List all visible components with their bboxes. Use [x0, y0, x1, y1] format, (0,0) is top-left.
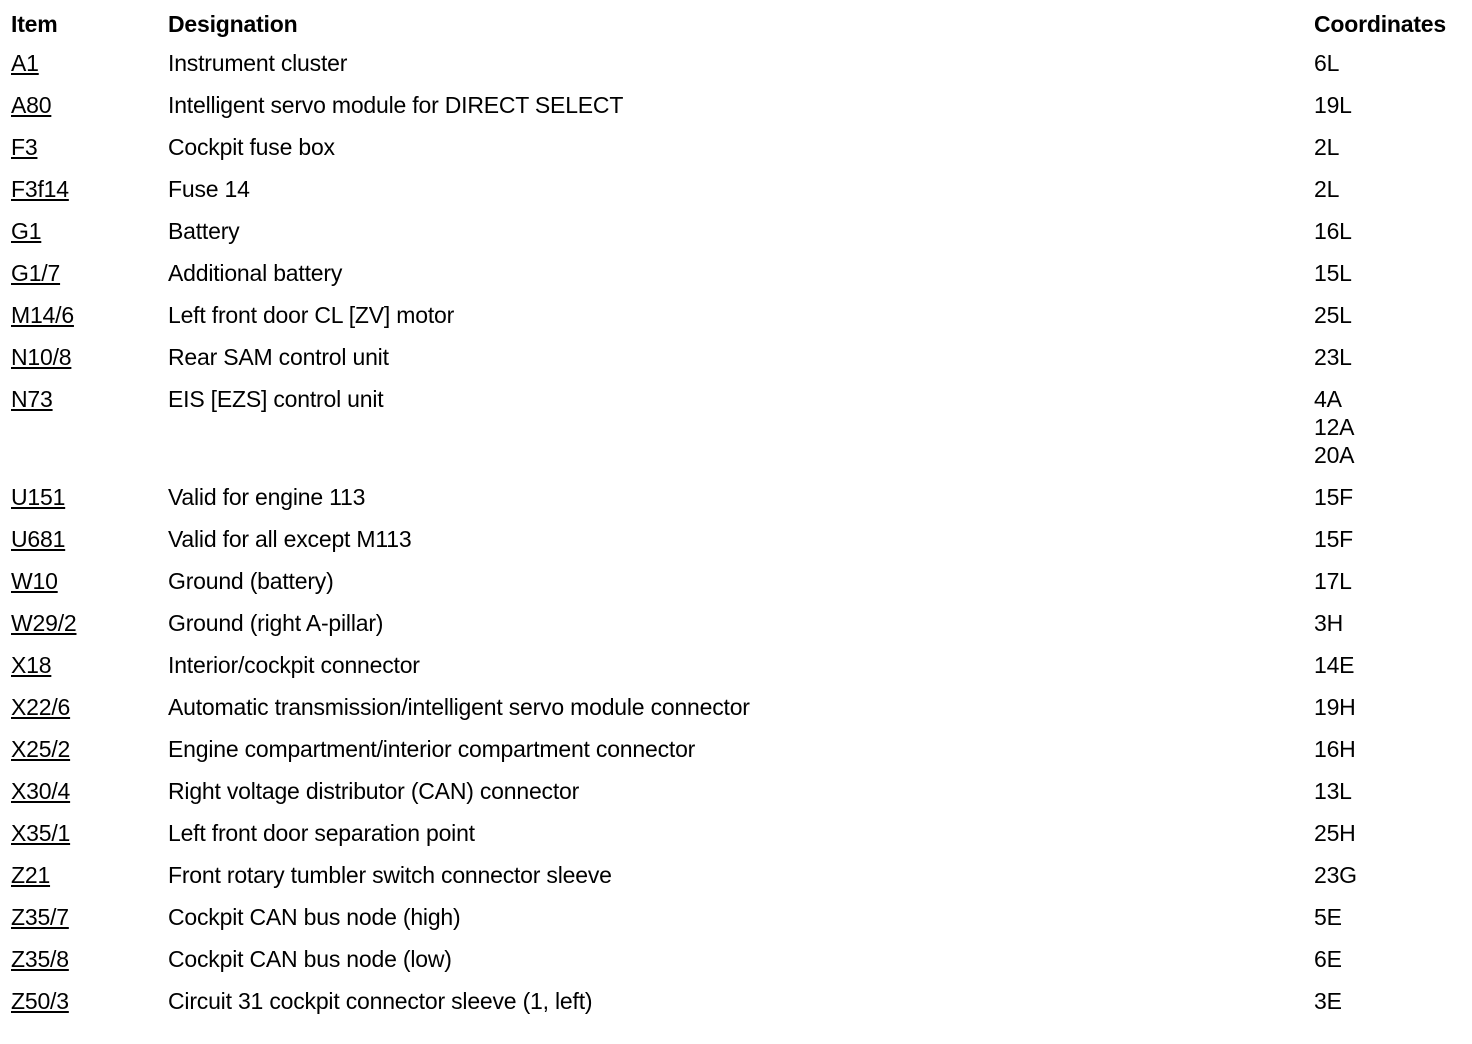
item-cell: [0, 84, 158, 126]
table-row: [0, 602, 1472, 644]
item-link[interactable]: F3: [11, 134, 38, 160]
table-row: [0, 126, 1472, 168]
designation-cell: Ground (battery): [168, 568, 334, 594]
item-cell: [0, 42, 158, 84]
coordinates-cell: [1304, 602, 1472, 644]
designation-cell: Instrument cluster: [168, 50, 348, 76]
item-link[interactable]: Z35/7: [11, 904, 69, 930]
item-link[interactable]: G1/7: [11, 260, 61, 286]
table-row: [0, 644, 1472, 686]
table-row: [0, 476, 1472, 518]
coordinates-cell: [1304, 854, 1472, 896]
designation-cell: Circuit 31 cockpit connector sleeve (1, left): [168, 988, 593, 1014]
coordinate-value: 25H: [1314, 820, 1356, 846]
coordinates-cell: [1304, 728, 1472, 770]
coordinate-value: 15L: [1314, 260, 1352, 286]
item-link[interactable]: F3f14: [11, 176, 69, 202]
legend-body: [0, 42, 1472, 1022]
table-row: [0, 770, 1472, 812]
coordinates-cell: [1304, 252, 1472, 294]
coordinates-cell: [1304, 770, 1472, 812]
item-cell: [0, 728, 158, 770]
designation-cell: Valid for all except M113: [168, 526, 412, 552]
item-cell: [0, 686, 158, 728]
table-row: [0, 210, 1472, 252]
coordinate-value: 25L: [1314, 302, 1352, 328]
designation-cell: Additional battery: [168, 260, 343, 286]
coordinate-value: 23G: [1314, 862, 1357, 888]
item-cell: [0, 210, 158, 252]
table-row: [0, 980, 1472, 1022]
item-link[interactable]: U151: [11, 484, 66, 510]
coordinates-cell: [1304, 84, 1472, 126]
coordinates-cell: [1304, 294, 1472, 336]
designation-cell: Interior/cockpit connector: [168, 652, 420, 678]
coordinates-cell: [1304, 560, 1472, 602]
item-link[interactable]: W10: [11, 568, 58, 594]
coordinate-value: 14E: [1314, 652, 1355, 678]
coordinates-cell: [1304, 812, 1472, 854]
coordinates-cell: [1304, 686, 1472, 728]
table-row: [0, 938, 1472, 980]
item-link[interactable]: Z50/3: [11, 988, 69, 1014]
coordinates-cell: [1304, 518, 1472, 560]
item-cell: [0, 294, 158, 336]
coordinate-value: 3E: [1314, 988, 1342, 1014]
table-row: [0, 518, 1472, 560]
designation-cell: Automatic transmission/intelligent servo module connector: [168, 694, 750, 720]
designation-cell: Intelligent servo module for DIRECT SELECT: [168, 92, 624, 118]
designation-cell: Engine compartment/interior compartment connector: [168, 736, 696, 762]
coordinate-value: 13L: [1314, 778, 1352, 804]
coordinate-value: 17L: [1314, 568, 1352, 594]
coordinate-value: 2L: [1314, 134, 1340, 160]
coordinate-value: 19L: [1314, 92, 1352, 118]
coordinates-cell: [1304, 644, 1472, 686]
designation-cell: Cockpit fuse box: [168, 134, 335, 160]
designation-cell: Rear SAM control unit: [168, 344, 389, 370]
item-link[interactable]: N10/8: [11, 344, 72, 370]
coordinate-value: 12A: [1314, 414, 1355, 440]
item-link[interactable]: Z35/8: [11, 946, 69, 972]
designation-cell: EIS [EZS] control unit: [168, 386, 384, 412]
designation-cell: Valid for engine 113: [168, 484, 366, 510]
designation-cell: Ground (right A-pillar): [168, 610, 384, 636]
coordinate-value: 5E: [1314, 904, 1342, 930]
coordinate-value: 23L: [1314, 344, 1352, 370]
coordinates-cell: [1304, 168, 1472, 210]
item-link[interactable]: G1: [11, 218, 42, 244]
coordinate-value: 16L: [1314, 218, 1352, 244]
coordinate-value: 6E: [1314, 946, 1342, 972]
coordinate-value: 3H: [1314, 610, 1344, 636]
item-cell: [0, 336, 158, 378]
item-link[interactable]: X35/1: [11, 820, 71, 846]
table-row: [0, 378, 1472, 476]
coordinates-cell: [1304, 938, 1472, 980]
item-cell: [0, 980, 158, 1022]
coordinate-value: 15F: [1314, 484, 1354, 510]
coordinates-cell: [1304, 476, 1472, 518]
item-link[interactable]: X30/4: [11, 778, 71, 804]
coordinates-cell: [1304, 210, 1472, 252]
designation-cell: Right voltage distributor (CAN) connector: [168, 778, 580, 804]
designation-cell: Cockpit CAN bus node (low): [168, 946, 452, 972]
coordinate-value: 6L: [1314, 50, 1340, 76]
table-row: [0, 252, 1472, 294]
table-row: [0, 854, 1472, 896]
coordinates-cell: [1304, 42, 1472, 84]
coordinates-cell: [1304, 378, 1472, 476]
item-cell: [0, 854, 158, 896]
designation-cell: Left front door separation point: [168, 820, 475, 846]
designation-cell: Cockpit CAN bus node (high): [168, 904, 461, 930]
designation-cell: Battery: [168, 218, 240, 244]
table-row: [0, 294, 1472, 336]
header-row: [0, 0, 1472, 42]
coordinates-cell: [1304, 896, 1472, 938]
coordinate-value: 4A: [1314, 386, 1342, 412]
item-link[interactable]: U681: [11, 526, 66, 552]
item-cell: [0, 770, 158, 812]
coordinates-cell: [1304, 126, 1472, 168]
item-link[interactable]: X18: [11, 652, 52, 678]
item-link[interactable]: Z21: [11, 862, 51, 888]
table-row: [0, 896, 1472, 938]
item-cell: [0, 378, 158, 476]
item-link[interactable]: X25/2: [11, 736, 71, 762]
item-link[interactable]: W29/2: [11, 610, 77, 636]
item-cell: [0, 560, 158, 602]
table-row: [0, 812, 1472, 854]
item-cell: [0, 168, 158, 210]
item-cell: [0, 126, 158, 168]
item-cell: [0, 602, 158, 644]
item-cell: [0, 812, 158, 854]
designation-cell: Front rotary tumbler switch connector sleeve: [168, 862, 612, 888]
item-link[interactable]: A80: [11, 92, 52, 118]
designation-cell: Left front door CL [ZV] motor: [168, 302, 455, 328]
table-row: [0, 560, 1472, 602]
table-row: [0, 42, 1472, 84]
designation-cell: Fuse 14: [168, 176, 250, 202]
item-link[interactable]: M14/6: [11, 302, 74, 328]
item-link[interactable]: A1: [11, 50, 39, 76]
item-cell: [0, 252, 158, 294]
column-header-coordinates: Coordinates: [1314, 11, 1446, 37]
column-header-designation: Designation: [168, 11, 298, 37]
coordinates-cell: [1304, 336, 1472, 378]
table-row: [0, 168, 1472, 210]
item-cell: [0, 518, 158, 560]
item-cell: [0, 896, 158, 938]
item-link[interactable]: N73: [11, 386, 53, 412]
table-row: [0, 84, 1472, 126]
coordinate-value: 15F: [1314, 526, 1354, 552]
table-row: [0, 336, 1472, 378]
item-cell: [0, 476, 158, 518]
coordinates-cell: [1304, 980, 1472, 1022]
item-link[interactable]: X22/6: [11, 694, 71, 720]
table-row: [0, 728, 1472, 770]
coordinate-value: 2L: [1314, 176, 1340, 202]
coordinate-value: 20A: [1314, 442, 1355, 468]
table-row: [0, 686, 1472, 728]
item-cell: [0, 644, 158, 686]
column-header-item: Item: [11, 11, 58, 37]
coordinate-value: 19H: [1314, 694, 1356, 720]
coordinate-value: 16H: [1314, 736, 1356, 762]
item-cell: [0, 938, 158, 980]
